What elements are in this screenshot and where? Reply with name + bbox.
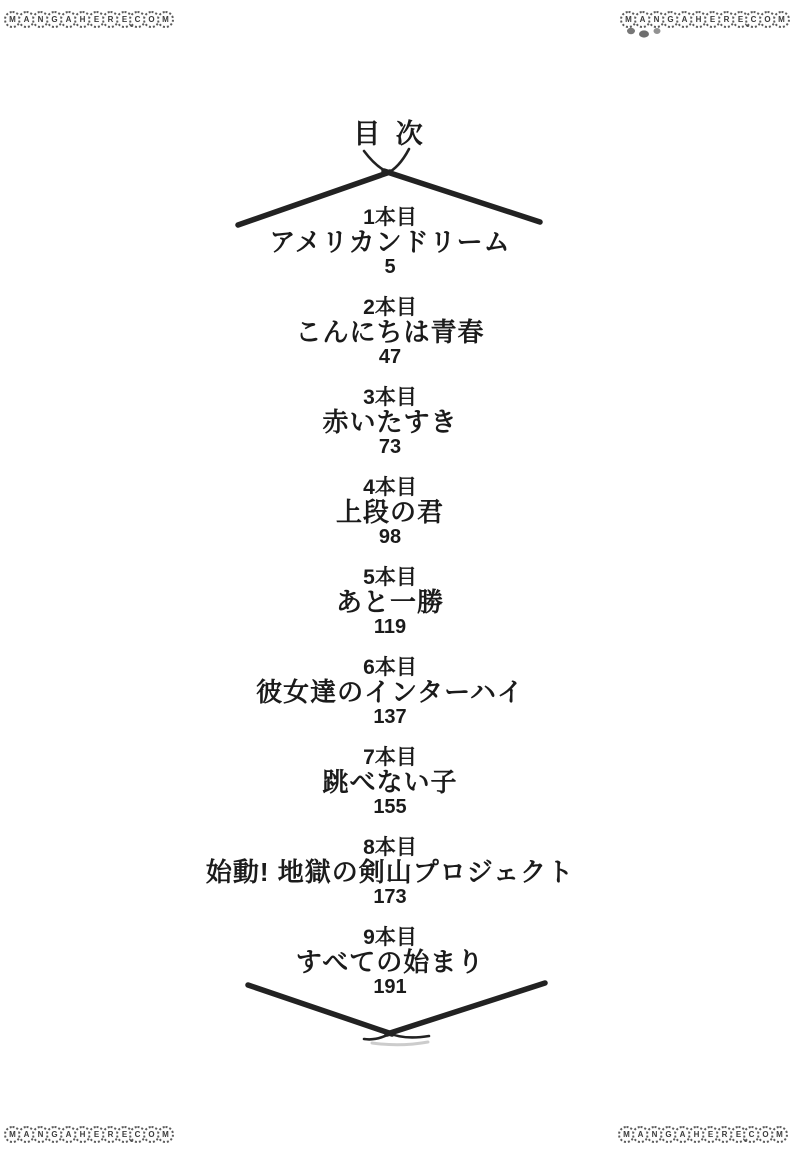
watermark-letter: G — [46, 1126, 63, 1143]
entry-chapter-label: 9本目 — [363, 926, 417, 949]
toc-entry — [0, 385, 780, 475]
entry-title: すべての始まり — [295, 947, 485, 977]
entry-chapter-label: 6本目 — [363, 656, 417, 679]
watermark-letter: A — [632, 1126, 649, 1143]
entry-title: あと一勝 — [335, 587, 444, 617]
watermark-letter: M — [773, 11, 790, 28]
watermark-letter: G — [46, 11, 63, 28]
toc-entry — [0, 835, 780, 925]
entry-page-number: 191 — [373, 976, 407, 998]
watermark-letter: A — [18, 11, 35, 28]
entry-page-number: 119 — [373, 616, 407, 638]
watermark-letter: G — [660, 1126, 677, 1143]
watermark-letter: H — [688, 1126, 705, 1143]
watermark-letter: R — [716, 1126, 733, 1143]
toc-entry — [0, 745, 780, 835]
entry-chapter-label: 4本目 — [363, 476, 417, 499]
watermark-letter: O — [759, 11, 776, 28]
watermark-letter: E — [88, 1126, 105, 1143]
watermark-letter: R — [102, 1126, 119, 1143]
entry-chapter-label: 3本目 — [363, 386, 417, 409]
entry-page-number: 98 — [378, 526, 402, 548]
watermark-letter: O — [143, 1126, 160, 1143]
watermark-letter: M — [620, 11, 637, 28]
toc-entry — [0, 925, 780, 1015]
entry-title: 跳べない子 — [322, 767, 458, 797]
watermark-letter: M — [157, 1126, 174, 1143]
entry-title: 彼女達のインターハイ — [256, 677, 524, 707]
entry-chapter-label: 8本目 — [363, 836, 417, 859]
watermark-letter: G — [662, 11, 679, 28]
toc-list — [0, 205, 780, 1015]
watermark — [4, 1124, 174, 1144]
watermark-letter: E — [732, 11, 749, 28]
watermark — [618, 1124, 788, 1144]
entry-title: 上段の君 — [335, 497, 444, 527]
watermark-letter: A — [674, 1126, 691, 1143]
page-title: 目 次 — [353, 119, 427, 149]
watermark-letter: H — [690, 11, 707, 28]
watermark-letter: N — [646, 1126, 663, 1143]
watermark — [620, 9, 790, 29]
watermark-letter: N — [648, 11, 665, 28]
entry-title: 始動! 地獄の剣山プロジェクト — [205, 857, 575, 887]
scan-smudge-icon — [627, 28, 661, 38]
watermark-letter: H — [74, 1126, 91, 1143]
watermark-letter: E — [116, 1126, 133, 1143]
entry-title: こんにちは青春 — [295, 317, 485, 347]
toc-entry — [0, 295, 780, 385]
entry-title: アメリカンドリーム — [269, 227, 511, 257]
watermark-letter: A — [18, 1126, 35, 1143]
entry-chapter-label: 2本目 — [363, 296, 417, 319]
toc-entry — [0, 475, 780, 565]
watermark-letter: M — [4, 11, 21, 28]
watermark-letter: A — [60, 11, 77, 28]
entry-page-number: 173 — [373, 886, 407, 908]
entry-page-number: 5 — [384, 256, 396, 278]
entry-page-number: 47 — [378, 346, 402, 368]
entry-chapter-label: 1本目 — [363, 206, 417, 229]
watermark-letter: C — [129, 1126, 146, 1143]
watermark-letter: N — [32, 11, 49, 28]
watermark-letter: M — [618, 1126, 635, 1143]
watermark-letter: N — [32, 1126, 49, 1143]
watermark-letter: A — [60, 1126, 77, 1143]
watermark-letter: M — [4, 1126, 21, 1143]
watermark — [4, 9, 174, 29]
entry-chapter-label: 7本目 — [363, 746, 417, 769]
watermark-letter: C — [743, 1126, 760, 1143]
toc-entry — [0, 205, 780, 295]
entry-page-number: 137 — [373, 706, 407, 728]
watermark-letter: O — [143, 11, 160, 28]
watermark-letter: M — [157, 11, 174, 28]
watermark-letter: C — [129, 11, 146, 28]
watermark-letter: E — [702, 1126, 719, 1143]
watermark-letter: M — [771, 1126, 788, 1143]
watermark-letter: A — [676, 11, 693, 28]
toc-entry — [0, 565, 780, 655]
watermark-letter: A — [634, 11, 651, 28]
watermark-letter: E — [116, 11, 133, 28]
watermark-letter: H — [74, 11, 91, 28]
entry-page-number: 155 — [373, 796, 407, 818]
watermark-letter: R — [718, 11, 735, 28]
watermark-letter: O — [757, 1126, 774, 1143]
watermark-letter: C — [745, 11, 762, 28]
entry-page-number: 73 — [378, 436, 402, 458]
entry-title: 赤いたすき — [322, 407, 458, 437]
watermark-letter: E — [88, 11, 105, 28]
watermark-letter: E — [704, 11, 721, 28]
watermark-letter: E — [730, 1126, 747, 1143]
watermark-letter: R — [102, 11, 119, 28]
toc-entry — [0, 655, 780, 745]
entry-chapter-label: 5本目 — [363, 566, 417, 589]
